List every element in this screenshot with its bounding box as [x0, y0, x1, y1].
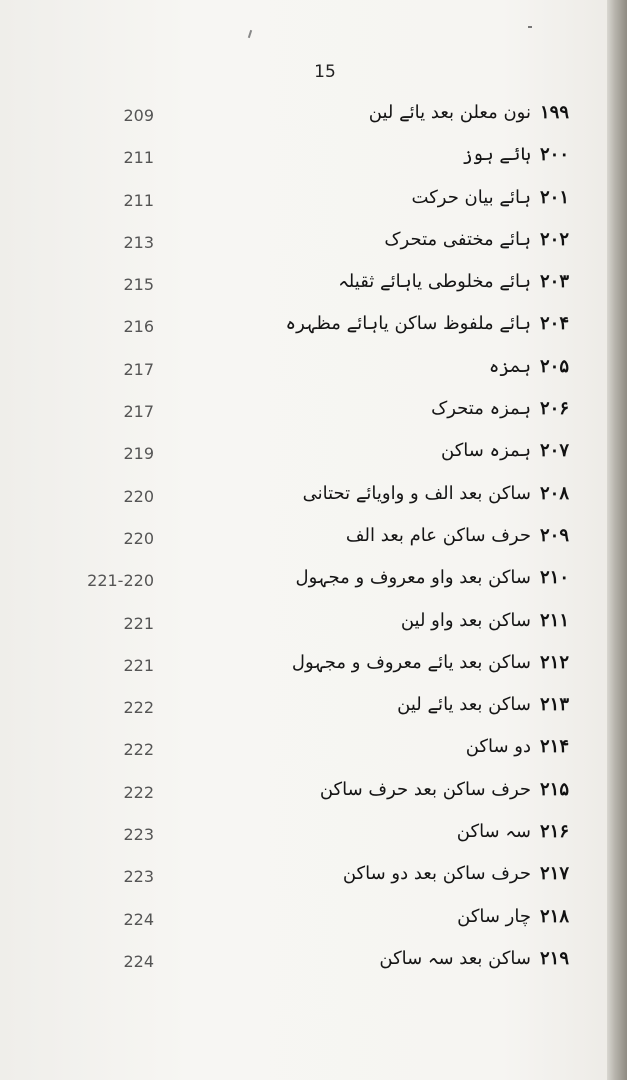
toc-entry-page: 224: [123, 951, 154, 971]
toc-entry-page: 220: [123, 486, 154, 506]
toc-entry-title: ساکن بعد واو معروف و مجہول: [295, 567, 531, 589]
scan-dot: [528, 26, 532, 28]
toc-entry-title: چار ساکن: [457, 905, 531, 927]
toc-entry-number: ۲۱۸: [540, 905, 570, 927]
toc-entry-number: ۲۰۱: [540, 186, 570, 208]
toc-entry-number: ۲۱۵: [540, 778, 570, 800]
toc-entry: [0, 902, 627, 944]
toc-entry-page: 216: [123, 317, 154, 337]
table-of-contents: [0, 98, 627, 986]
toc-entry-title: سہ ساکن: [456, 821, 531, 843]
toc-entry: [0, 859, 627, 901]
toc-entry-title: ساکن بعد یائے لین: [397, 694, 531, 716]
page-number: 15: [314, 62, 336, 82]
toc-entry-title: ہائے مخلوطی یاہائے ثقیلہ: [338, 271, 531, 293]
toc-entry-page: 223: [123, 867, 154, 887]
toc-entry: [0, 563, 627, 605]
toc-entry-page: 211: [123, 148, 154, 168]
toc-entry-page: 224: [123, 909, 154, 929]
toc-entry: [0, 479, 627, 521]
toc-entry-page: 221-220: [87, 571, 154, 591]
toc-entry-number: ۲۰۹: [540, 524, 570, 546]
toc-entry: [0, 394, 627, 436]
toc-entry-number: ۲۱۲: [540, 651, 570, 673]
toc-entry-title: ہمزہ ساکن: [441, 440, 531, 462]
toc-entry-number: ۲۱۱: [540, 609, 570, 631]
toc-entry-page: 217: [123, 402, 154, 422]
toc-entry-title: دو ساکن: [465, 736, 531, 758]
toc-entry-page: 221: [123, 655, 154, 675]
toc-entry: [0, 352, 627, 394]
toc-entry: [0, 606, 627, 648]
toc-entry: [0, 98, 627, 140]
toc-entry-page: 209: [123, 106, 154, 125]
toc-entry-title: ساکن بعد واو لین: [400, 609, 531, 631]
toc-entry-number: ۲۱۹: [540, 947, 570, 969]
toc-entry-number: ۲۰۵: [540, 355, 570, 377]
toc-entry: [0, 309, 627, 351]
toc-entry-page: 215: [123, 275, 154, 295]
toc-entry-title: ساکن بعد الف و واویائے تحتانی: [302, 482, 531, 504]
toc-entry: [0, 267, 627, 309]
toc-entry-number: ۲۰۴: [540, 313, 570, 335]
toc-entry-title: ہمزہ متحرک: [431, 398, 531, 420]
toc-entry-number: ۲۰۲: [540, 228, 570, 250]
toc-entry-number: ۲۰۳: [540, 271, 570, 293]
toc-entry-page: 217: [123, 359, 154, 379]
toc-entry-number: ۲۰۸: [540, 482, 570, 504]
toc-entry-number: ۲۰۰: [540, 144, 570, 166]
toc-entry: [0, 225, 627, 267]
toc-entry-title: ہائے بیان حرکت: [411, 186, 531, 208]
toc-entry-title: نون معلن بعد یائے لین: [368, 102, 531, 123]
toc-entry: [0, 944, 627, 986]
toc-entry-title: حرف ساکن عام بعد الف: [345, 524, 531, 546]
toc-entry-page: 222: [123, 740, 154, 760]
toc-entry-page: 223: [123, 825, 154, 845]
toc-entry: [0, 648, 627, 690]
toc-entry-title: ہمزہ: [488, 355, 531, 377]
toc-entry: [0, 817, 627, 859]
toc-entry-number: ۲۱۳: [540, 694, 570, 716]
toc-entry: [0, 183, 627, 225]
toc-entry-number: ۱۹۹: [540, 102, 570, 123]
toc-entry: [0, 732, 627, 774]
toc-entry-page: 211: [123, 190, 154, 210]
toc-entry-title: ہائے ملفوظ ساکن یاہائے مظہرہ: [285, 313, 531, 335]
toc-entry-number: ۲۱۶: [540, 821, 570, 843]
toc-entry-page: 221: [123, 613, 154, 633]
toc-entry: [0, 436, 627, 478]
toc-entry: [0, 775, 627, 817]
toc-entry-page: 222: [123, 698, 154, 718]
toc-entry: [0, 140, 627, 182]
toc-entry-title: ساکن بعد یائے معروف و مجہول: [291, 651, 531, 673]
toc-entry-title: ہائے مختفی متحرک: [384, 228, 531, 250]
toc-entry-number: ۲۱۷: [540, 863, 570, 885]
scan-mark: [248, 30, 252, 38]
toc-entry-page: 213: [123, 232, 154, 252]
toc-entry-number: ۲۰۷: [540, 440, 570, 462]
toc-entry-title: ساکن بعد سہ ساکن: [379, 947, 531, 969]
toc-entry-number: ۲۰۶: [540, 398, 570, 420]
toc-entry-page: 222: [123, 782, 154, 802]
toc-entry-page: 220: [123, 528, 154, 548]
toc-entry-page: 219: [123, 444, 154, 464]
toc-entry-title: حرف ساکن بعد حرف ساکن: [319, 778, 531, 800]
toc-entry-title: حرف ساکن بعد دو ساکن: [342, 863, 531, 885]
toc-entry: [0, 690, 627, 732]
toc-entry: [0, 521, 627, 563]
toc-entry-number: ۲۱۴: [540, 736, 570, 758]
toc-entry-title: ہائے ہوز: [461, 144, 531, 166]
toc-entry-number: ۲۱۰: [540, 567, 570, 589]
